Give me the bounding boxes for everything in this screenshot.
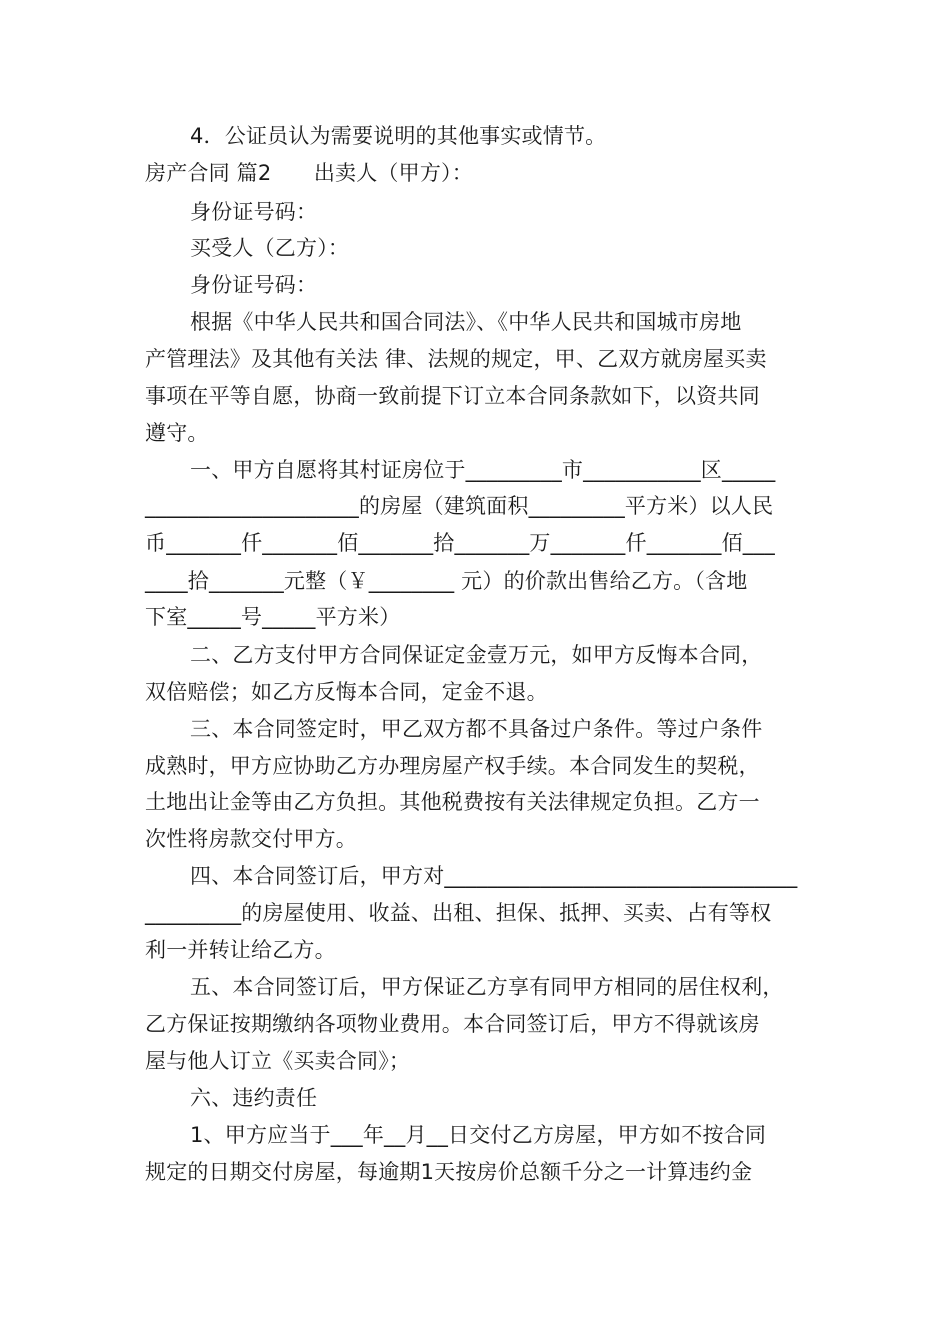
clause-line: 下室_____号_____平方米） bbox=[145, 605, 401, 629]
section-heading: 房产合同 篇2 出卖人（甲方）： bbox=[145, 161, 473, 185]
clause-line: 二、乙方支付甲方合同保证定金壹万元，如甲方反悔本合同， bbox=[190, 643, 763, 667]
clause-line: 1、甲方应当于___年__月__日交付乙方房屋，甲方如不按合同 bbox=[190, 1123, 767, 1147]
clause-line: 三、本合同签定时，甲乙双方都不具备过户条件。等过户条件 bbox=[190, 717, 763, 741]
clause-line: 乙方保证按期缴纳各项物业费用。本合同签订后，甲方不得就该房 bbox=[145, 1012, 760, 1036]
paragraph-line: 事项在平等自愿，协商一致前提下订立本合同条款如下，以资共同 bbox=[145, 384, 760, 408]
clause-line: 双倍赔偿；如乙方反悔本合同，定金不退。 bbox=[145, 680, 548, 704]
clause-line: 币_______仟_______佰_______拾_______万_______仟_______佰___ bbox=[145, 531, 775, 555]
clause-line: 屋与他人订立《买卖合同》； bbox=[145, 1049, 411, 1073]
paragraph-line: 根据《中华人民共和国合同法》、《中华人民共和国城市房地 bbox=[190, 310, 742, 334]
clause-line: 一、甲方自愿将其村证房位于_________市___________区_____ bbox=[190, 458, 776, 482]
clause-line: 规定的日期交付房屋，每逾期1天按房价总额千分之一计算违约金 bbox=[145, 1160, 753, 1184]
section-heading: 六、违约责任 bbox=[190, 1086, 318, 1110]
clause-line: 五、本合同签订后，甲方保证乙方享有同甲方相同的居住权利， bbox=[190, 975, 784, 999]
clause-line: _________的房屋使用、收益、出租、担保、抵押、买卖、占有等权 bbox=[145, 901, 772, 925]
paragraph-line: 遵守。 bbox=[145, 421, 209, 445]
clause-line: 利一并转让给乙方。 bbox=[145, 938, 336, 962]
paragraph-line: 产管理法》及其他有关法 律、法规的规定，甲、乙双方就房屋买卖 bbox=[145, 347, 767, 371]
clause-line: ____拾_______元整（￥________ 元）的价款出售给乙方。（含地 bbox=[145, 569, 748, 593]
id-number-label: 身份证号码： bbox=[190, 273, 318, 297]
buyer-label: 买受人（乙方）： bbox=[190, 236, 350, 260]
id-number-label: 身份证号码： bbox=[190, 200, 318, 224]
clause-line: 次性将房款交付甲方。 bbox=[145, 827, 357, 851]
clause-line: 土地出让金等由乙方负担。其他税费按有关法律规定负担。乙方一 bbox=[145, 790, 760, 814]
clause-line: 成熟时，甲方应协助乙方办理房屋产权手续。本合同发生的契税， bbox=[145, 754, 760, 778]
clause-line: 4．公证员认为需要说明的其他事实或情节。 bbox=[190, 124, 607, 148]
clause-line: ____________________的房屋（建筑面积_________平方米）以人民 bbox=[145, 494, 774, 518]
clause-line: 四、本合同签订后，甲方对_________________________________ bbox=[190, 864, 798, 888]
